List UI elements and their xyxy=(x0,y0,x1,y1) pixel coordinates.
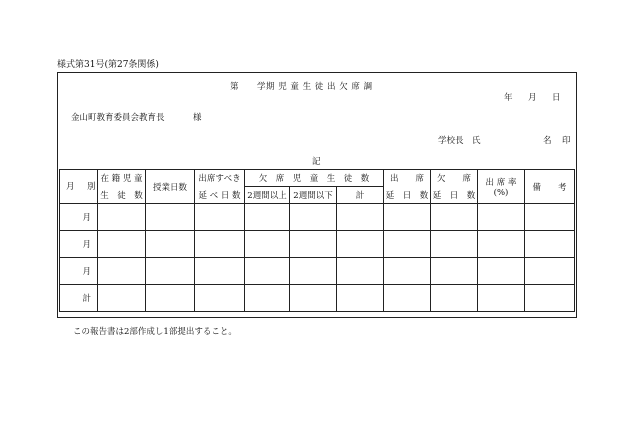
header-class-days: 授業日数 xyxy=(146,170,195,204)
cell-over-2wk[interactable] xyxy=(245,258,290,285)
cell-under-2wk[interactable] xyxy=(290,258,337,285)
ki-label: 記 xyxy=(312,157,321,167)
header-absent-days-top: 欠 席 xyxy=(431,170,478,187)
rate-label: 出 席 率 xyxy=(485,177,517,188)
cell-class-days[interactable] xyxy=(146,285,195,312)
row-label: 月 xyxy=(60,258,98,285)
header-absent-total: 計 xyxy=(337,187,384,204)
header-absent-days-bottom: 延 日 数 xyxy=(431,187,478,204)
row-label: 月 xyxy=(60,204,98,231)
row-label: 月 xyxy=(60,231,98,258)
attendance-table xyxy=(59,169,575,312)
cell-remarks[interactable] xyxy=(525,231,575,258)
header-rate xyxy=(478,170,525,204)
cell-absent-days[interactable] xyxy=(431,204,478,231)
header-required-top: 出席すべき xyxy=(195,170,245,187)
cell-required[interactable] xyxy=(195,204,245,231)
cell-attend[interactable] xyxy=(384,231,431,258)
cell-remarks[interactable] xyxy=(525,285,575,312)
cell-attend[interactable] xyxy=(384,258,431,285)
cell-enrolled[interactable] xyxy=(98,285,146,312)
cell-enrolled[interactable] xyxy=(98,204,146,231)
cell-rate[interactable] xyxy=(478,204,525,231)
principal-name-label: 名 xyxy=(543,136,552,146)
header-absent-group: 欠 席 児 童 生 徒 数 xyxy=(245,170,384,187)
cell-required[interactable] xyxy=(195,258,245,285)
month-header-char-2: 別 xyxy=(87,182,96,192)
addressee-name: 金山町教育委員会教育長 xyxy=(71,113,165,123)
cell-class-days[interactable] xyxy=(146,204,195,231)
header-required-bottom: 延 べ 日 数 xyxy=(195,187,245,204)
cell-required[interactable] xyxy=(195,285,245,312)
header-attend-bottom: 延 日 数 xyxy=(384,187,431,204)
header-over-2wk: 2週間以上 xyxy=(245,187,290,204)
addressee-honorific: 様 xyxy=(193,113,202,123)
cell-required[interactable] xyxy=(195,231,245,258)
header-attend-top: 出 席 xyxy=(384,170,431,187)
seal-label: 印 xyxy=(562,136,571,146)
cell-absent-total[interactable] xyxy=(337,258,384,285)
cell-absent-total[interactable] xyxy=(337,204,384,231)
footnote: この報告書は2部作成し1部提出すること。 xyxy=(73,327,237,337)
cell-class-days[interactable] xyxy=(146,231,195,258)
year-label: 年 xyxy=(504,93,513,103)
cell-over-2wk[interactable] xyxy=(245,204,290,231)
cell-under-2wk[interactable] xyxy=(290,204,337,231)
header-enrolled-top: 在 籍 児 童 xyxy=(98,170,146,187)
cell-attend[interactable] xyxy=(384,204,431,231)
cell-class-days[interactable] xyxy=(146,258,195,285)
header-remarks: 備 考 xyxy=(525,170,575,204)
rate-unit: (%) xyxy=(493,187,509,198)
cell-over-2wk[interactable] xyxy=(245,231,290,258)
cell-enrolled[interactable] xyxy=(98,231,146,258)
header-row-1 xyxy=(60,170,575,187)
day-label: 日 xyxy=(552,93,561,103)
table-row xyxy=(60,204,575,231)
cell-under-2wk[interactable] xyxy=(290,285,337,312)
month-label: 月 xyxy=(528,93,537,103)
cell-over-2wk[interactable] xyxy=(245,285,290,312)
table-row xyxy=(60,258,575,285)
header-under-2wk: 2週間以下 xyxy=(290,187,337,204)
row-label-total: 計 xyxy=(60,285,98,312)
table-row xyxy=(60,231,575,258)
cell-remarks[interactable] xyxy=(525,204,575,231)
form-title: 第 学期 児 童 生 徒 出 欠 席 調 xyxy=(230,82,373,92)
month-header-char-1: 月 xyxy=(66,182,75,192)
cell-absent-days[interactable] xyxy=(431,285,478,312)
table-row-total xyxy=(60,285,575,312)
cell-enrolled[interactable] xyxy=(98,258,146,285)
form-number: 様式第31号(第27条関係) xyxy=(57,60,159,70)
cell-remarks[interactable] xyxy=(525,258,575,285)
cell-absent-days[interactable] xyxy=(431,231,478,258)
cell-rate[interactable] xyxy=(478,258,525,285)
cell-absent-total[interactable] xyxy=(337,231,384,258)
cell-rate[interactable] xyxy=(478,285,525,312)
cell-absent-total[interactable] xyxy=(337,285,384,312)
header-enrolled-bottom: 生 徒 数 xyxy=(98,187,146,204)
cell-under-2wk[interactable] xyxy=(290,231,337,258)
cell-rate[interactable] xyxy=(478,231,525,258)
cell-attend[interactable] xyxy=(384,285,431,312)
principal-label: 学校長 氏 xyxy=(438,136,481,146)
cell-absent-days[interactable] xyxy=(431,258,478,285)
